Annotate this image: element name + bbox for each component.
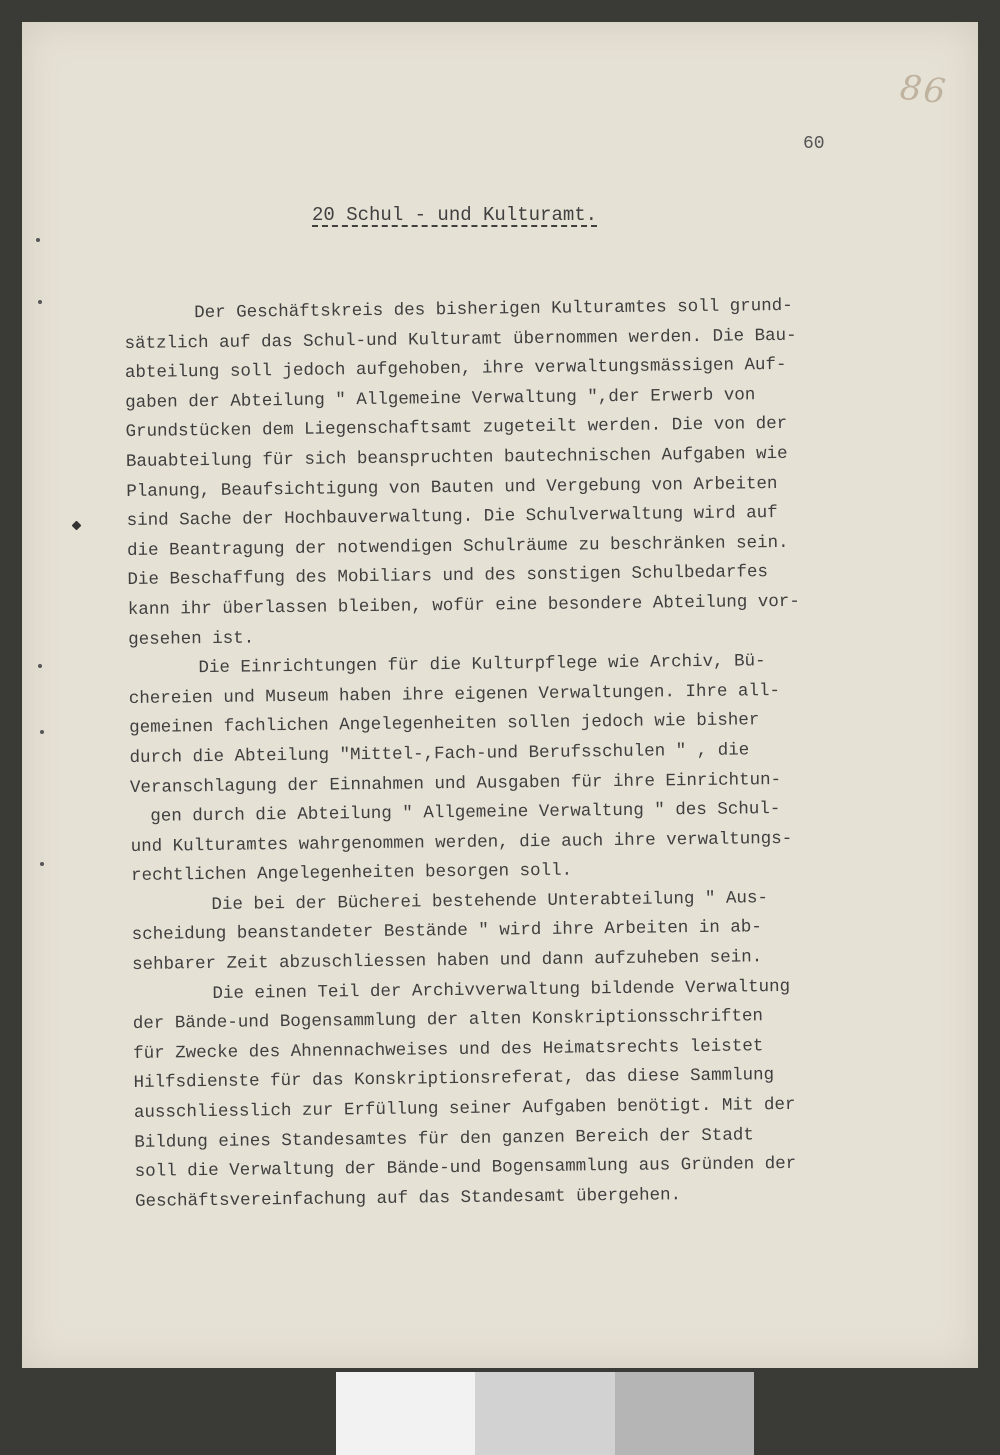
text-line: und Kulturamtes wahrgenommen werden, die auch ihre verwaltungs- [130,828,793,857]
text-line: kann ihr überlassen bleiben, wofür eine besondere Abteilung vor- [127,591,800,620]
text-line: Die Beschaffung des Mobiliars und des sonstigen Schulbedarfes [127,562,769,591]
text-line: Der Geschäftskreis des bisherigen Kulturamtes soll grund- [194,295,793,324]
text-line: soll die Verwaltung der Bände-und Bogensammlung aus Gründen der [134,1154,797,1183]
margin-dot [40,862,44,866]
text-line: sehbarer Zeit abzuschliessen haben und dann aufzuheben sein. [132,947,763,976]
text-line: ausschliesslich zur Erfüllung seiner Aufgaben benötigt. Mit der [133,1094,796,1123]
page-number: 60 [803,134,825,154]
text-line: die Beantragung der notwendigen Schulräume zu beschränken sein. [126,532,789,561]
text-line: Die Einrichtungen für die Kulturpflege wie Archiv, Bü- [198,651,766,679]
text-line: sind Sache der Hochbauverwaltung. Die Schulverwaltung wird auf [126,503,778,532]
margin-dot [38,664,42,668]
text-line: Bauabteilung für sich beanspruchten bautechnischen Aufgaben wie [125,443,788,472]
text-line: Bildung eines Standesamtes für den ganzen Bereich der Stadt [134,1124,754,1153]
text-line: gaben der Abteilung " Allgemeine Verwaltung ",der Erwerb von [125,385,756,413]
text-line: Geschäftsvereinfachung auf das Standesamt übergehen. [134,1185,682,1212]
paragraph-1 [124,290,908,655]
text-line: chereien und Museum haben ihre eigenen Verwaltungen. Ihre all- [128,680,781,709]
pencil-annotation: 86 [898,67,950,113]
text-line: Veranschlagung der Einnahmen und Ausgaben für ihre Einrichtun- [129,769,782,798]
text-line: abteilung soll jedoch aufgehoben, ihre verwaltungsmässigen Auf- [124,355,787,384]
text-line: gemeinen fachlichen Angelegenheiten sollen jedoch wie bisher [129,710,760,739]
paragraph-3 [131,882,912,980]
text-line: rechtlichen Angelegenheiten besorgen soll. [130,860,573,887]
text-line: gesehen ist. [128,627,255,650]
text-line: Planung, Beaufsichtigung von Bauten und Vergebung von Arbeiten [126,473,778,502]
margin-dot [38,300,42,304]
text-line: scheidung beanstandeter Bestände " wird ihre Arbeiten in ab- [131,917,762,946]
margin-dot [36,238,40,242]
text-line: für Zwecke des Ahnennachweises und des Heimatsrechts leistet [133,1036,764,1064]
text-line: der Bände-und Bogensammlung der alten Konskriptionsschriften [132,1006,764,1035]
text-line: Die einen Teil der Archivverwaltung bildende Verwaltung [212,976,791,1004]
text-line: Grundstücken dem Liegenschaftsamt zugeteilt werden. Die von der [125,414,788,443]
margin-dot [40,730,44,734]
paragraph-2 [128,646,911,892]
swatch-light-grey [475,1372,614,1455]
swatch-mid-grey [615,1372,754,1455]
body-text [124,290,915,1217]
grey-scale-card [336,1372,754,1455]
text-line: Die bei der Bücherei bestehende Unterabteilung " Aus- [211,888,769,915]
text-line: Hilfsdienste für das Konskriptionsreferat, das diese Sammlung [133,1065,775,1094]
swatch-white [336,1372,475,1455]
text-line: durch die Abteilung "Mittel-,Fach-und Berufsschulen " , die [129,740,750,768]
text-line: sätzlich auf das Schul-und Kulturamt übernommen werden. Die Bau- [124,325,797,354]
paragraph-4 [132,971,915,1217]
section-heading: 20 Schul - und Kulturamt. [312,204,598,226]
text-line: gen durch die Abteilung " Allgemeine Verwaltung " des Schul- [150,799,781,827]
